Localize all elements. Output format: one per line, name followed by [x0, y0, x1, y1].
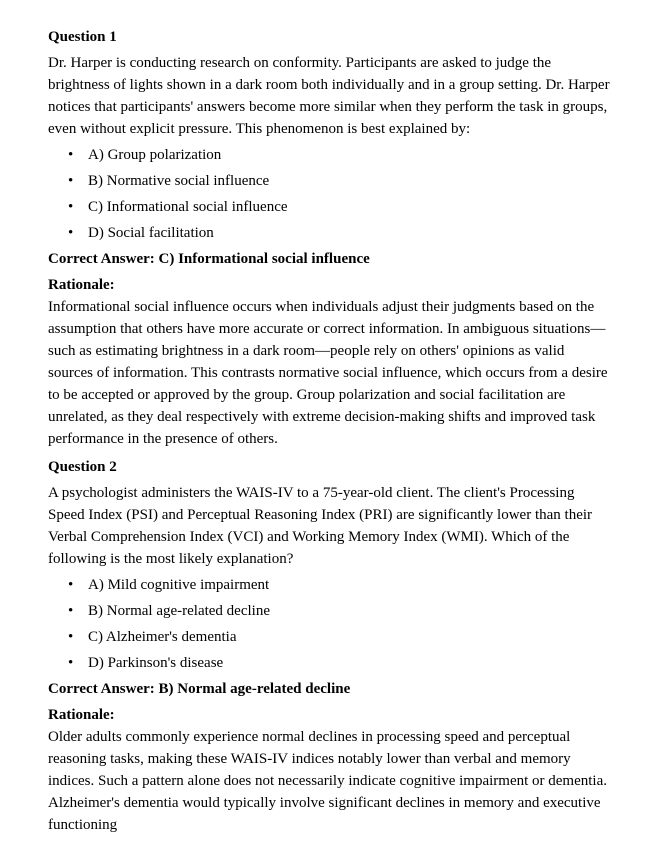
question-section-1: [48, 26, 610, 450]
rationale-text: Older adults commonly experience normal declines in processing speed and perceptual reasoning tasks, making these WAIS-IV indices notably lower than verbal and memory indices. Such a pattern alone does not necessarily indicate cognitive impairment or dementia. Alzheimer's dementia would typically involve significant declines in memory and executive functioning: [48, 729, 607, 833]
rationale-label: Rationale:: [48, 707, 115, 723]
option-item-a: [68, 144, 610, 166]
option-label: C) Informational social influence: [88, 199, 288, 215]
option-item-a: [68, 574, 610, 596]
option-item-b: [68, 170, 610, 192]
option-item-d: [68, 652, 610, 674]
option-label: D) Social facilitation: [88, 225, 214, 241]
options-list: [48, 144, 610, 244]
correct-answer: Correct Answer: C) Informational social influence: [48, 251, 370, 267]
option-item-c: [68, 196, 610, 218]
question-section-2: [48, 456, 610, 836]
question-heading: Question 2: [48, 459, 117, 475]
option-item-c: [68, 626, 610, 648]
question-prompt: A psychologist administers the WAIS-IV to a 75-year-old client. The client's Processing Speed Index (PSI) and Perceptual Reasoning Index (PRI) are significantly lower than their Verbal Comprehension Index (VCI) and Working Memory Index (WMI). Which of the following is the most likely explanation?: [48, 485, 593, 567]
option-label: B) Normal age-related decline: [88, 603, 270, 619]
option-item-b: [68, 600, 610, 622]
option-label: D) Parkinson's disease: [88, 655, 224, 671]
rationale-text: Informational social influence occurs when individuals adjust their judgments based on the assumption that others have more accurate or correct information. In ambiguous situations—such as estimating brightness in a dark room—people rely on others' opinions as valid sources of information. This contrasts normative social influence, which occurs from a desire to be accepted or approved by the group. Group polarization and social facilitation are unrelated, as they deal respectively with extreme decision-making shifts and improved task performance in the presence of others.: [48, 299, 608, 447]
question-prompt: Dr. Harper is conducting research on conformity. Participants are asked to judge the brightness of lights shown in a dark room both individually and in a group setting. Dr. Harper notices that participants' answers become more similar when they perform the task in groups, even without explicit pressure. This phenomenon is best explained by:: [48, 55, 610, 137]
rationale-block: [48, 274, 610, 450]
option-item-d: [68, 222, 610, 244]
rationale-label: Rationale:: [48, 277, 115, 293]
option-label: A) Group polarization: [88, 147, 222, 163]
options-list: [48, 574, 610, 674]
option-label: A) Mild cognitive impairment: [88, 577, 270, 593]
correct-answer: Correct Answer: B) Normal age-related decline: [48, 681, 351, 697]
rationale-block: [48, 704, 610, 836]
option-label: C) Alzheimer's dementia: [88, 629, 237, 645]
question-heading: Question 1: [48, 29, 117, 45]
option-label: B) Normative social influence: [88, 173, 270, 189]
